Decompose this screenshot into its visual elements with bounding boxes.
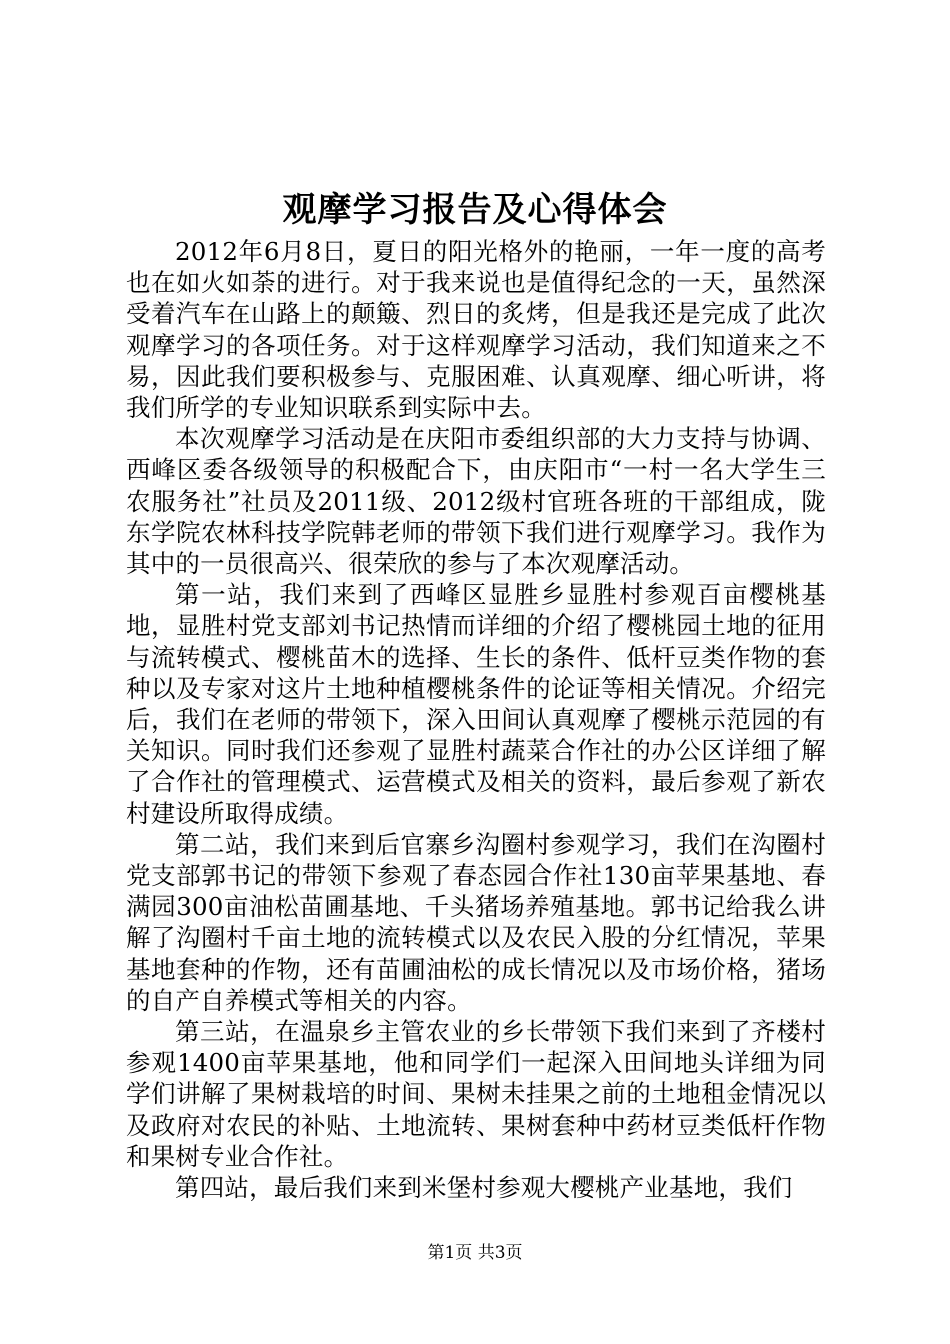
paragraph-3: 第一站，我们来到了西峰区显胜乡显胜村参观百亩樱桃基地，显胜村党支部刘书记热情而详细的介绍了樱桃园土地的征用与流转模式、樱桃苗木的选择、生长的条件、低杆豆类作物的套种以及专家对这片土地种植樱桃条件的论证等相关情况。介绍完后，我们在老师的带领下，深入田间认真观摩了樱桃示范园的有关知识。同时我们还参观了显胜村蔬菜合作社的办公区详细了解了合作社的管理模式、运营模式及相关的资料，最后参观了新农村建设所取得成绩。 <box>126 580 826 828</box>
page-number-footer: 第1页 共3页 <box>427 1243 523 1263</box>
document-title: 观摩学习报告及心得体会 <box>282 190 668 230</box>
paragraph-2: 本次观摩学习活动是在庆阳市委组织部的大力支持与协调、西峰区委各级领导的积极配合下，由庆阳市“一村一名大学生三农服务社”社员及2011级、2012级村官班各班的干部组成，陇东学院农林科技学院韩老师的带领下我们进行观摩学习。我作为其中的一员很高兴、很荣欣的参与了本次观摩活动。 <box>126 424 826 579</box>
paragraph-4: 第二站，我们来到后官寨乡沟圈村参观学习，我们在沟圈村党支部郭书记的带领下参观了春态园合作社130亩苹果基地、春满园300亩油松苗圃基地、千头猪场养殖基地。郭书记给我么讲解了沟圈村千亩土地的流转模式以及农民入股的分红情况，苹果基地套种的作物，还有苗圃油松的成长情况以及市场价格，猪场的自产自养模式等相关的内容。 <box>126 829 826 1015</box>
document-body <box>126 236 826 1203</box>
paragraph-6: 第四站，最后我们来到米堡村参观大樱桃产业基地，我们 <box>175 1173 793 1203</box>
paragraph-5: 第三站，在温泉乡主管农业的乡长带领下我们来到了齐楼村参观1400亩苹果基地，他和同学们一起深入田间地头详细为同学们讲解了果树栽培的时间、果树未挂果之前的土地租金情况以及政府对农民的补贴、土地流转、果树套种中药材豆类低杆作物和果树专业合作社。 <box>126 1017 826 1171</box>
paragraph-1: 2012年6月8日，夏日的阳光格外的艳丽，一年一度的高考也在如火如荼的进行。对于我来说也是值得纪念的一天，虽然深受着汽车在山路上的颠簸、烈日的炙烤，但是我还是完成了此次观摩学习的各项任务。对于这样观摩学习活动，我们知道来之不易，因此我们要积极参与、克服困难、认真观摩、细心听讲，将我们所学的专业知识联系到实际中去。 <box>126 237 826 423</box>
